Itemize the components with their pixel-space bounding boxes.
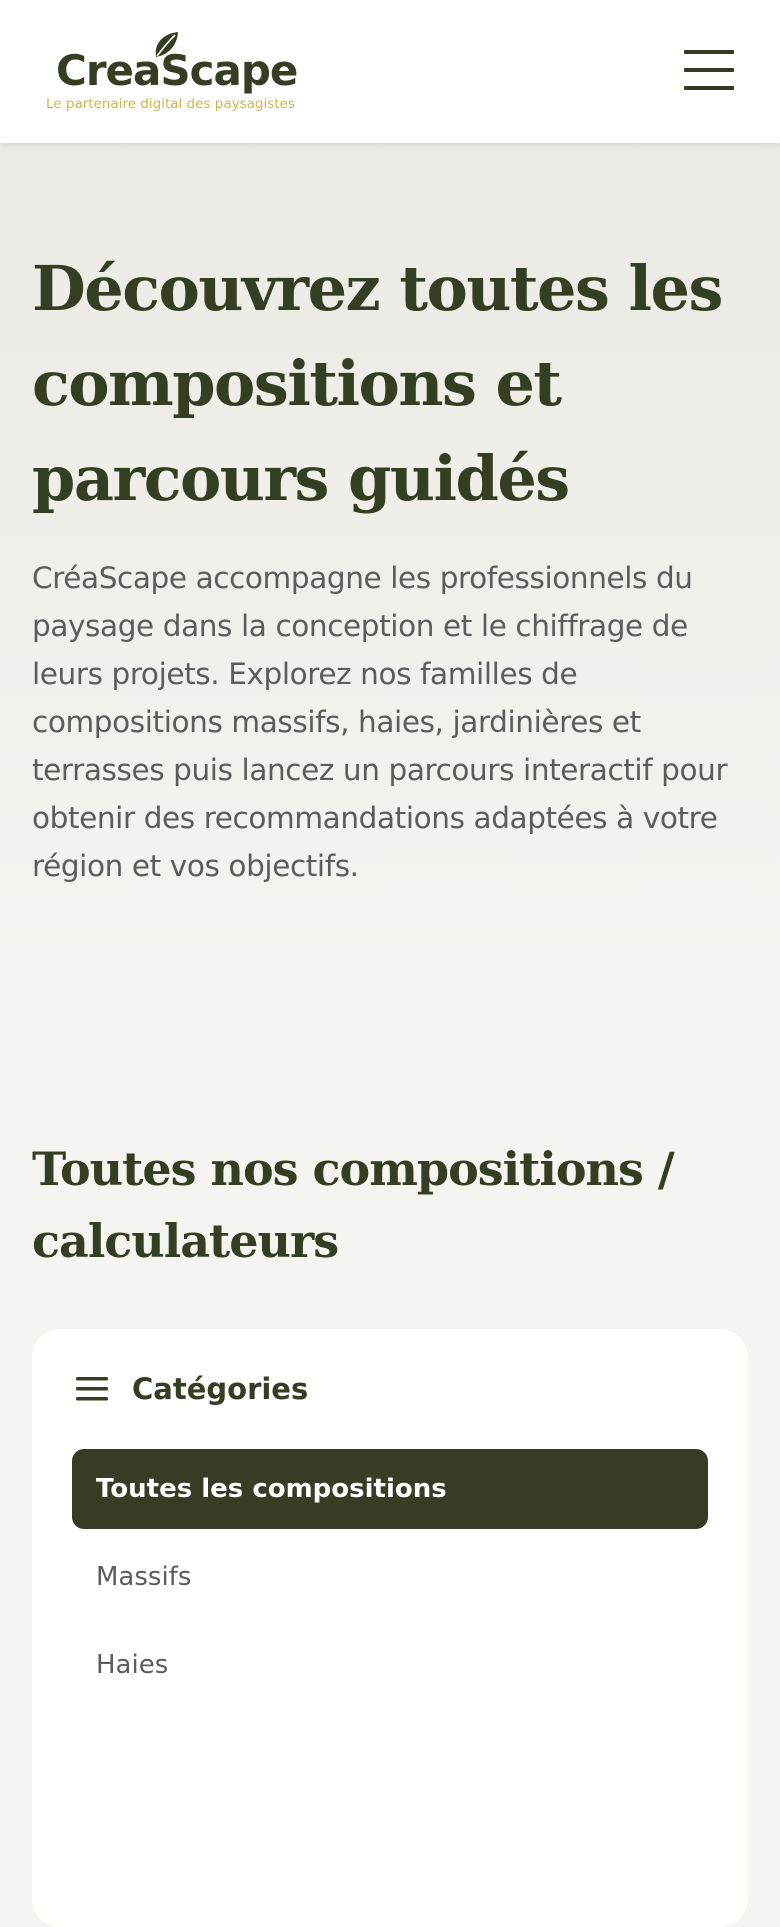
- hero-description: CréaScape accompagne les professionnels du paysage dans la conception et le chiffrage de leurs projets. Explorez nos familles de compositions massifs, haies, jardinières et terrasses puis lancez un parcours interactif pour obtenir des recommandations adaptées à votre région et vos objectifs.: [32, 561, 728, 883]
- category-item-all[interactable]: Toutes les compositions: [72, 1449, 708, 1529]
- compositions-title: Toutes nos compositions / calculateurs: [32, 1142, 674, 1268]
- hero-title: Découvrez toutes les compositions et parcours guidés: [32, 252, 722, 515]
- category-list: [72, 1449, 708, 1705]
- category-item-haies[interactable]: Haies: [96, 1650, 169, 1680]
- categories-header[interactable]: [72, 1367, 708, 1411]
- hamburger-menu-icon[interactable]: [684, 50, 734, 90]
- list-icon: [76, 1376, 108, 1402]
- logo-wordmark: CreaScape: [56, 46, 298, 95]
- compositions-section: [0, 893, 780, 1927]
- hero-section: [0, 143, 780, 983]
- logo-tagline: Le partenaire digital des paysagistes: [46, 96, 295, 112]
- menu-bar: [684, 68, 734, 72]
- menu-bar: [684, 50, 734, 54]
- category-item-massifs[interactable]: Massifs: [96, 1562, 192, 1592]
- categories-heading: Catégories: [132, 1372, 309, 1406]
- categories-card: [32, 1329, 748, 1927]
- site-header: [0, 0, 780, 143]
- site-logo[interactable]: [46, 28, 316, 118]
- menu-bar: [684, 86, 734, 90]
